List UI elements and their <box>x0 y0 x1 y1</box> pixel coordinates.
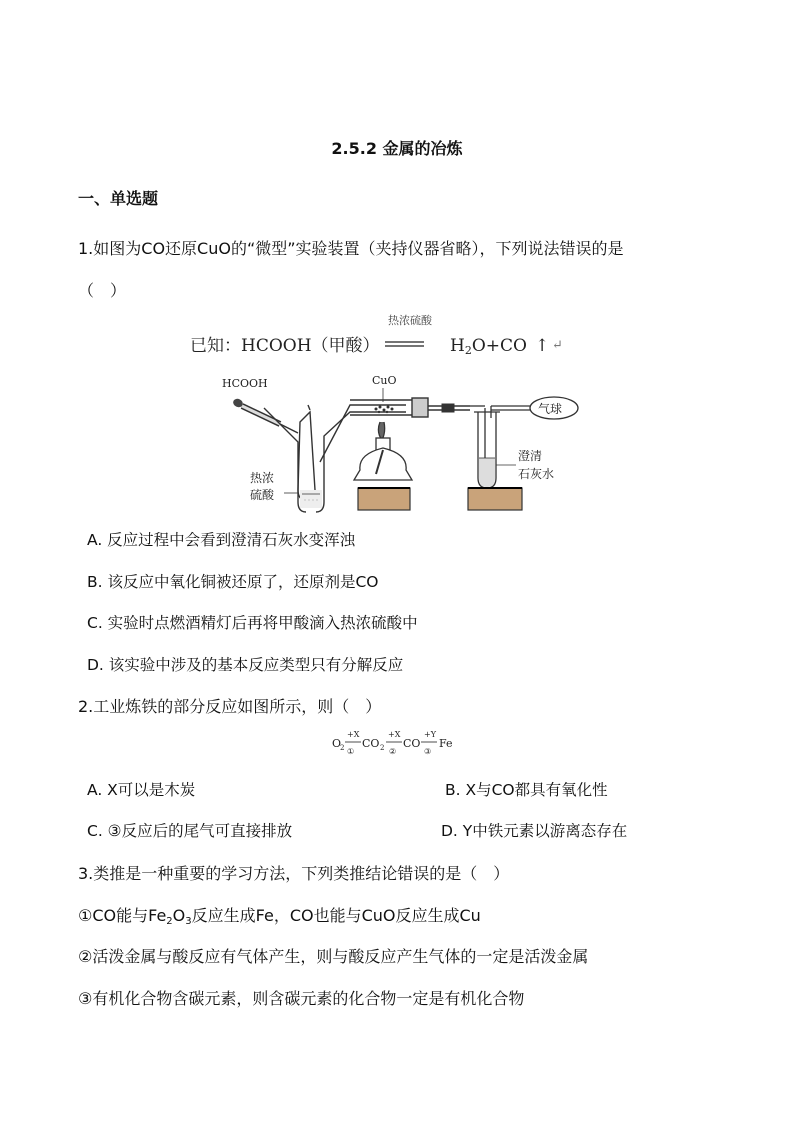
equation-right: H2O+CO <box>450 336 527 357</box>
q1-option-c[interactable]: C. 实验时点燃酒精灯后再将甲酸滴入热浓硫酸中 <box>87 614 418 632</box>
q2-stem: 2.工业炼铁的部分反应如图所示，则（ ） <box>78 697 382 716</box>
svg-text:+X: +X <box>347 730 360 739</box>
q3-item-1: ①CO能与$Fe_2O_3$反应生成Fe，CO也能与CuO反应生成Cu <box>78 906 481 927</box>
section-heading: 一、单选题 <box>78 189 159 208</box>
rubber-connector-icon <box>428 404 470 412</box>
balloon-label: 气球 <box>538 402 563 416</box>
svg-text:+X: +X <box>388 730 401 739</box>
cuo-label: CuO <box>372 374 397 387</box>
return-mark: ↵ <box>552 338 563 353</box>
svg-text:③: ③ <box>424 747 432 756</box>
svg-text:②: ② <box>389 747 397 756</box>
limewater-label-2: 石灰水 <box>518 467 555 481</box>
alcohol-lamp-icon <box>354 422 412 480</box>
svg-text:+Y: +Y <box>424 730 436 739</box>
dropper-icon <box>232 397 298 433</box>
svg-text:2: 2 <box>340 744 345 752</box>
acid-label-2: 硫酸 <box>250 488 275 502</box>
up-arrow: ↑ <box>535 336 550 356</box>
q1-stem: 1.如图为CO还原CuO的“微型”实验装置（夹持仪器省略），下列说法错误的是 <box>78 239 624 258</box>
q1-apparatus-figure <box>180 302 600 514</box>
svg-text:Fe: Fe <box>439 737 453 750</box>
hcooh-label: HCOOH <box>222 377 268 390</box>
q2-option-d[interactable]: D. Y中铁元素以游离态存在 <box>441 822 628 840</box>
q1-option-a[interactable]: A. 反应过程中会看到澄清石灰水变浑浊 <box>87 531 356 549</box>
q3-item-3: ③有机化合物含碳元素，则含碳元素的化合物一定是有机化合物 <box>78 989 525 1008</box>
svg-text:CO: CO <box>403 737 421 750</box>
svg-text:O: O <box>332 737 342 750</box>
q2-option-b[interactable]: B. X与CO都具有氧化性 <box>445 781 608 799</box>
q1-option-d[interactable]: D. 该实验中涉及的基本反应类型只有分解反应 <box>87 656 404 674</box>
equation-left: 已知：HCOOH（甲酸） <box>190 336 380 356</box>
q1-option-b[interactable]: B. 该反应中氧化铜被还原了，还原剂是CO <box>87 573 379 591</box>
svg-text:①: ① <box>347 747 355 756</box>
page-title: 2.5.2 金属的冶炼 <box>331 139 463 158</box>
q3-item-2: ②活泼金属与酸反应有气体产生，则与酸反应产生气体的一定是活泼金属 <box>78 947 589 966</box>
lamp-block <box>358 488 410 510</box>
tube-block <box>468 488 522 510</box>
svg-text:CO: CO <box>362 737 380 750</box>
q3-stem: 3.类推是一种重要的学习方法，下列类推结论错误的是（ ） <box>78 864 510 883</box>
q2-option-a[interactable]: A. X可以是木炭 <box>87 781 196 799</box>
svg-text:2: 2 <box>380 744 385 752</box>
q2-reaction-scheme <box>328 726 468 758</box>
catalyst-label: 热浓硫酸 <box>388 314 432 327</box>
limewater-label-1: 澄清 <box>518 449 543 463</box>
q2-option-c[interactable]: C. ③反应后的尾气可直接排放 <box>87 822 293 840</box>
acid-label-1: 热浓 <box>250 471 275 485</box>
q1-blank: （ ） <box>78 281 127 300</box>
